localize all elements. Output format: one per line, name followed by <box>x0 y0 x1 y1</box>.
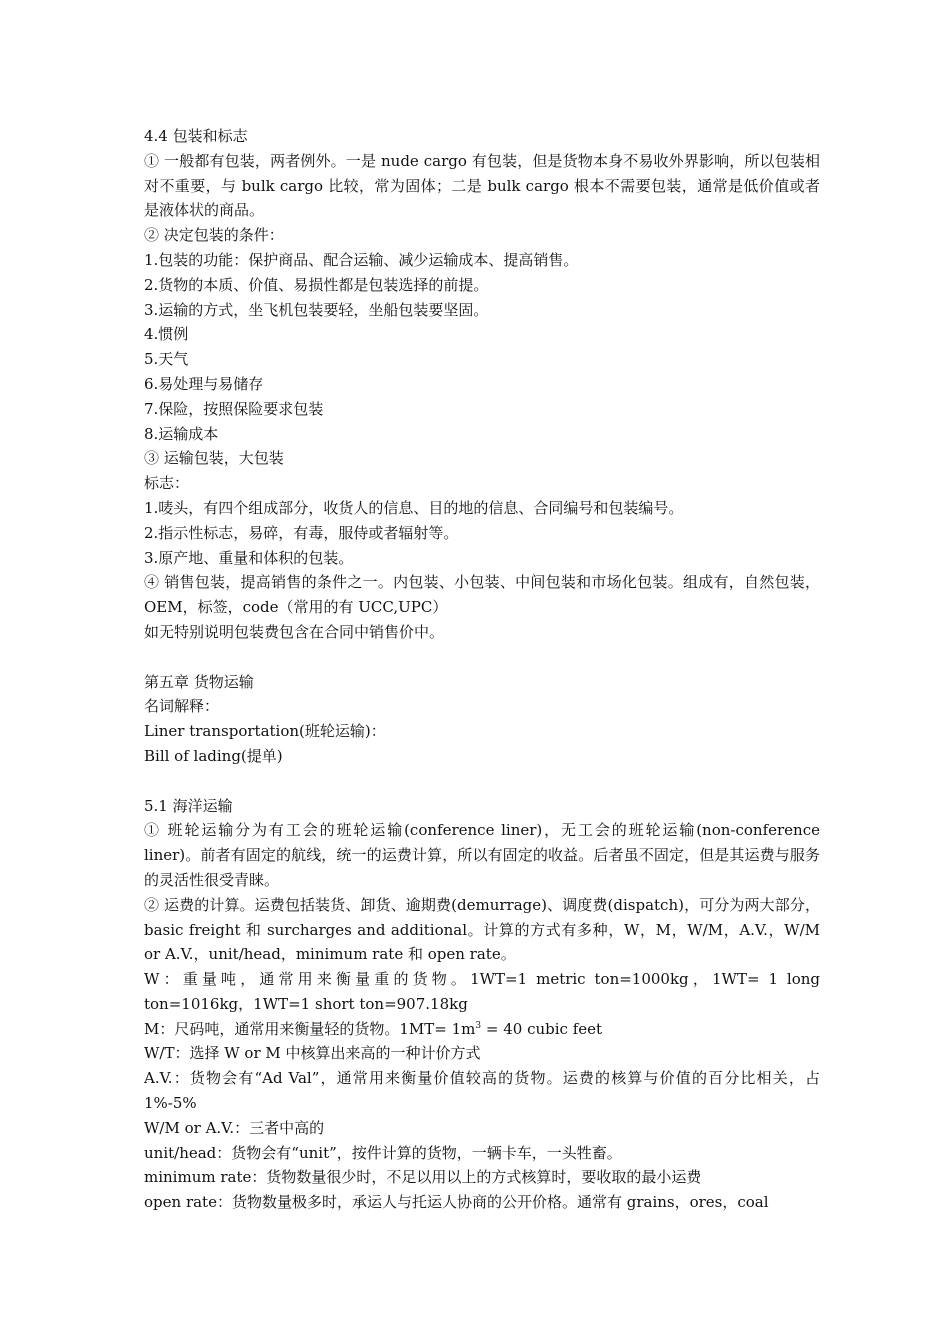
paragraph-freight-calculation: ② 运费的计算。运费包括装货、卸货、逾期费(demurrage)、调度费(dispatch)，可分为两大部分，basic freight 和 surcharges and additional。计算的方式有多种，W，M，W/M，A.V.，W/M or A.V.，unit/head，minimum rate 和 open rate。 <box>144 895 820 964</box>
paragraph-liner-types: ① 班轮运输分为有工会的班轮运输(conference liner)，无工会的班轮运输(non-conference liner)。前者有固定的航线，统一的运费计算，所以有固定的收益。后者虽不固定，但是其运费与服务的灵活性很受青睐。 <box>144 821 820 889</box>
paragraph-weight-ton: W：重量吨，通常用来衡量重的货物。1WT=1 metric ton=1000kg，1WT= 1 long ton=1016kg，1WT=1 short ton=907.18kg <box>144 970 820 1013</box>
paragraph-minimum-rate: minimum rate：货物数量很少时，不足以用以上的方式核算时，要收取的最小运费 <box>144 1168 702 1187</box>
list-item: 8.运输成本 <box>144 424 219 443</box>
term-liner-transportation: Liner transportation(班轮运输)： <box>144 722 386 741</box>
paragraph-packaging-conditions: ② 决定包装的条件： <box>144 226 284 245</box>
list-item: 3.运输的方式，坐飞机包装要轻，坐船包装要坚固。 <box>144 300 489 319</box>
list-item: 7.保险，按照保险要求包装 <box>144 399 324 418</box>
paragraph-w-t: W/T：选择 W or M 中核算出来高的一种计价方式 <box>144 1044 481 1063</box>
paragraph-transport-packaging: ③ 运输包装，大包装 <box>144 449 284 468</box>
chapter-heading-5: 第五章 货物运输 <box>144 672 254 691</box>
paragraph-ad-valorem: A.V.：货物会有“Ad Val”，通常用来衡量价值较高的货物。运费的核算与价值的百分比相关，占 1%-5% <box>144 1069 820 1113</box>
section-heading-4-4: 4.4 包装和标志 <box>144 127 248 145</box>
paragraph-packaging-exceptions: ① 一般都有包装，两者例外。一是 nude cargo 有包装，但是货物本身不易收外界影响，所以包装相对不重要，与 bulk cargo 比较，常为固体；二是 bulk cargo 根本不需要包装，通常是低价值或者是液体状的商品。 <box>144 151 820 220</box>
document-body <box>144 124 820 1215</box>
section-heading-5-1: 5.1 海洋运输 <box>144 796 233 815</box>
marks-label: 标志： <box>144 474 190 493</box>
measurement-ton-text-end: = 40 cubic feet <box>481 1019 603 1038</box>
list-item: 2.指示性标志，易碎，有毒，服侍或者辐射等。 <box>144 523 459 542</box>
blank-line <box>144 769 820 794</box>
terms-label: 名词解释： <box>144 697 220 716</box>
list-item: 5.天气 <box>144 350 189 369</box>
measurement-ton-text: M：尺码吨，通常用来衡量轻的货物。1MT= 1m <box>144 1019 476 1038</box>
term-bill-of-lading: Bill of lading(提单) <box>144 746 283 765</box>
blank-line <box>144 645 820 670</box>
paragraph-unit-head: unit/head：货物会有“unit”，按件计算的货物，一辆卡车，一头牲畜。 <box>144 1143 622 1162</box>
paragraph-measurement-ton <box>144 1017 820 1042</box>
paragraph-wm-or-av: W/M or A.V.：三者中高的 <box>144 1118 325 1137</box>
list-item: 2.货物的本质、价值、易损性都是包装选择的前提。 <box>144 275 489 294</box>
paragraph-packaging-fee: 如无特别说明包装费包含在合同中销售价中。 <box>144 622 445 641</box>
cubic-superscript: 3 <box>475 1020 482 1031</box>
list-item: 6.易处理与易储存 <box>144 374 264 393</box>
paragraph-open-rate: open rate：货物数量极多时，承运人与托运人协商的公开价格。通常有 grains，ores，coal <box>144 1193 769 1212</box>
paragraph-sales-packaging: ④ 销售包装，提高销售的条件之一。内包装、小包装、中间包装和市场化包装。组成有，自然包装，OEM，标签，code（常用的有 UCC,UPC） <box>144 573 820 617</box>
list-item: 4.惯例 <box>144 325 189 344</box>
list-item: 1.唛头，有四个组成部分，收货人的信息、目的地的信息、合同编号和包装编号。 <box>144 498 684 517</box>
list-item: 1.包装的功能：保护商品、配合运输、减少运输成本、提高销售。 <box>144 250 579 269</box>
list-item: 3.原产地、重量和体积的包装。 <box>144 548 354 567</box>
